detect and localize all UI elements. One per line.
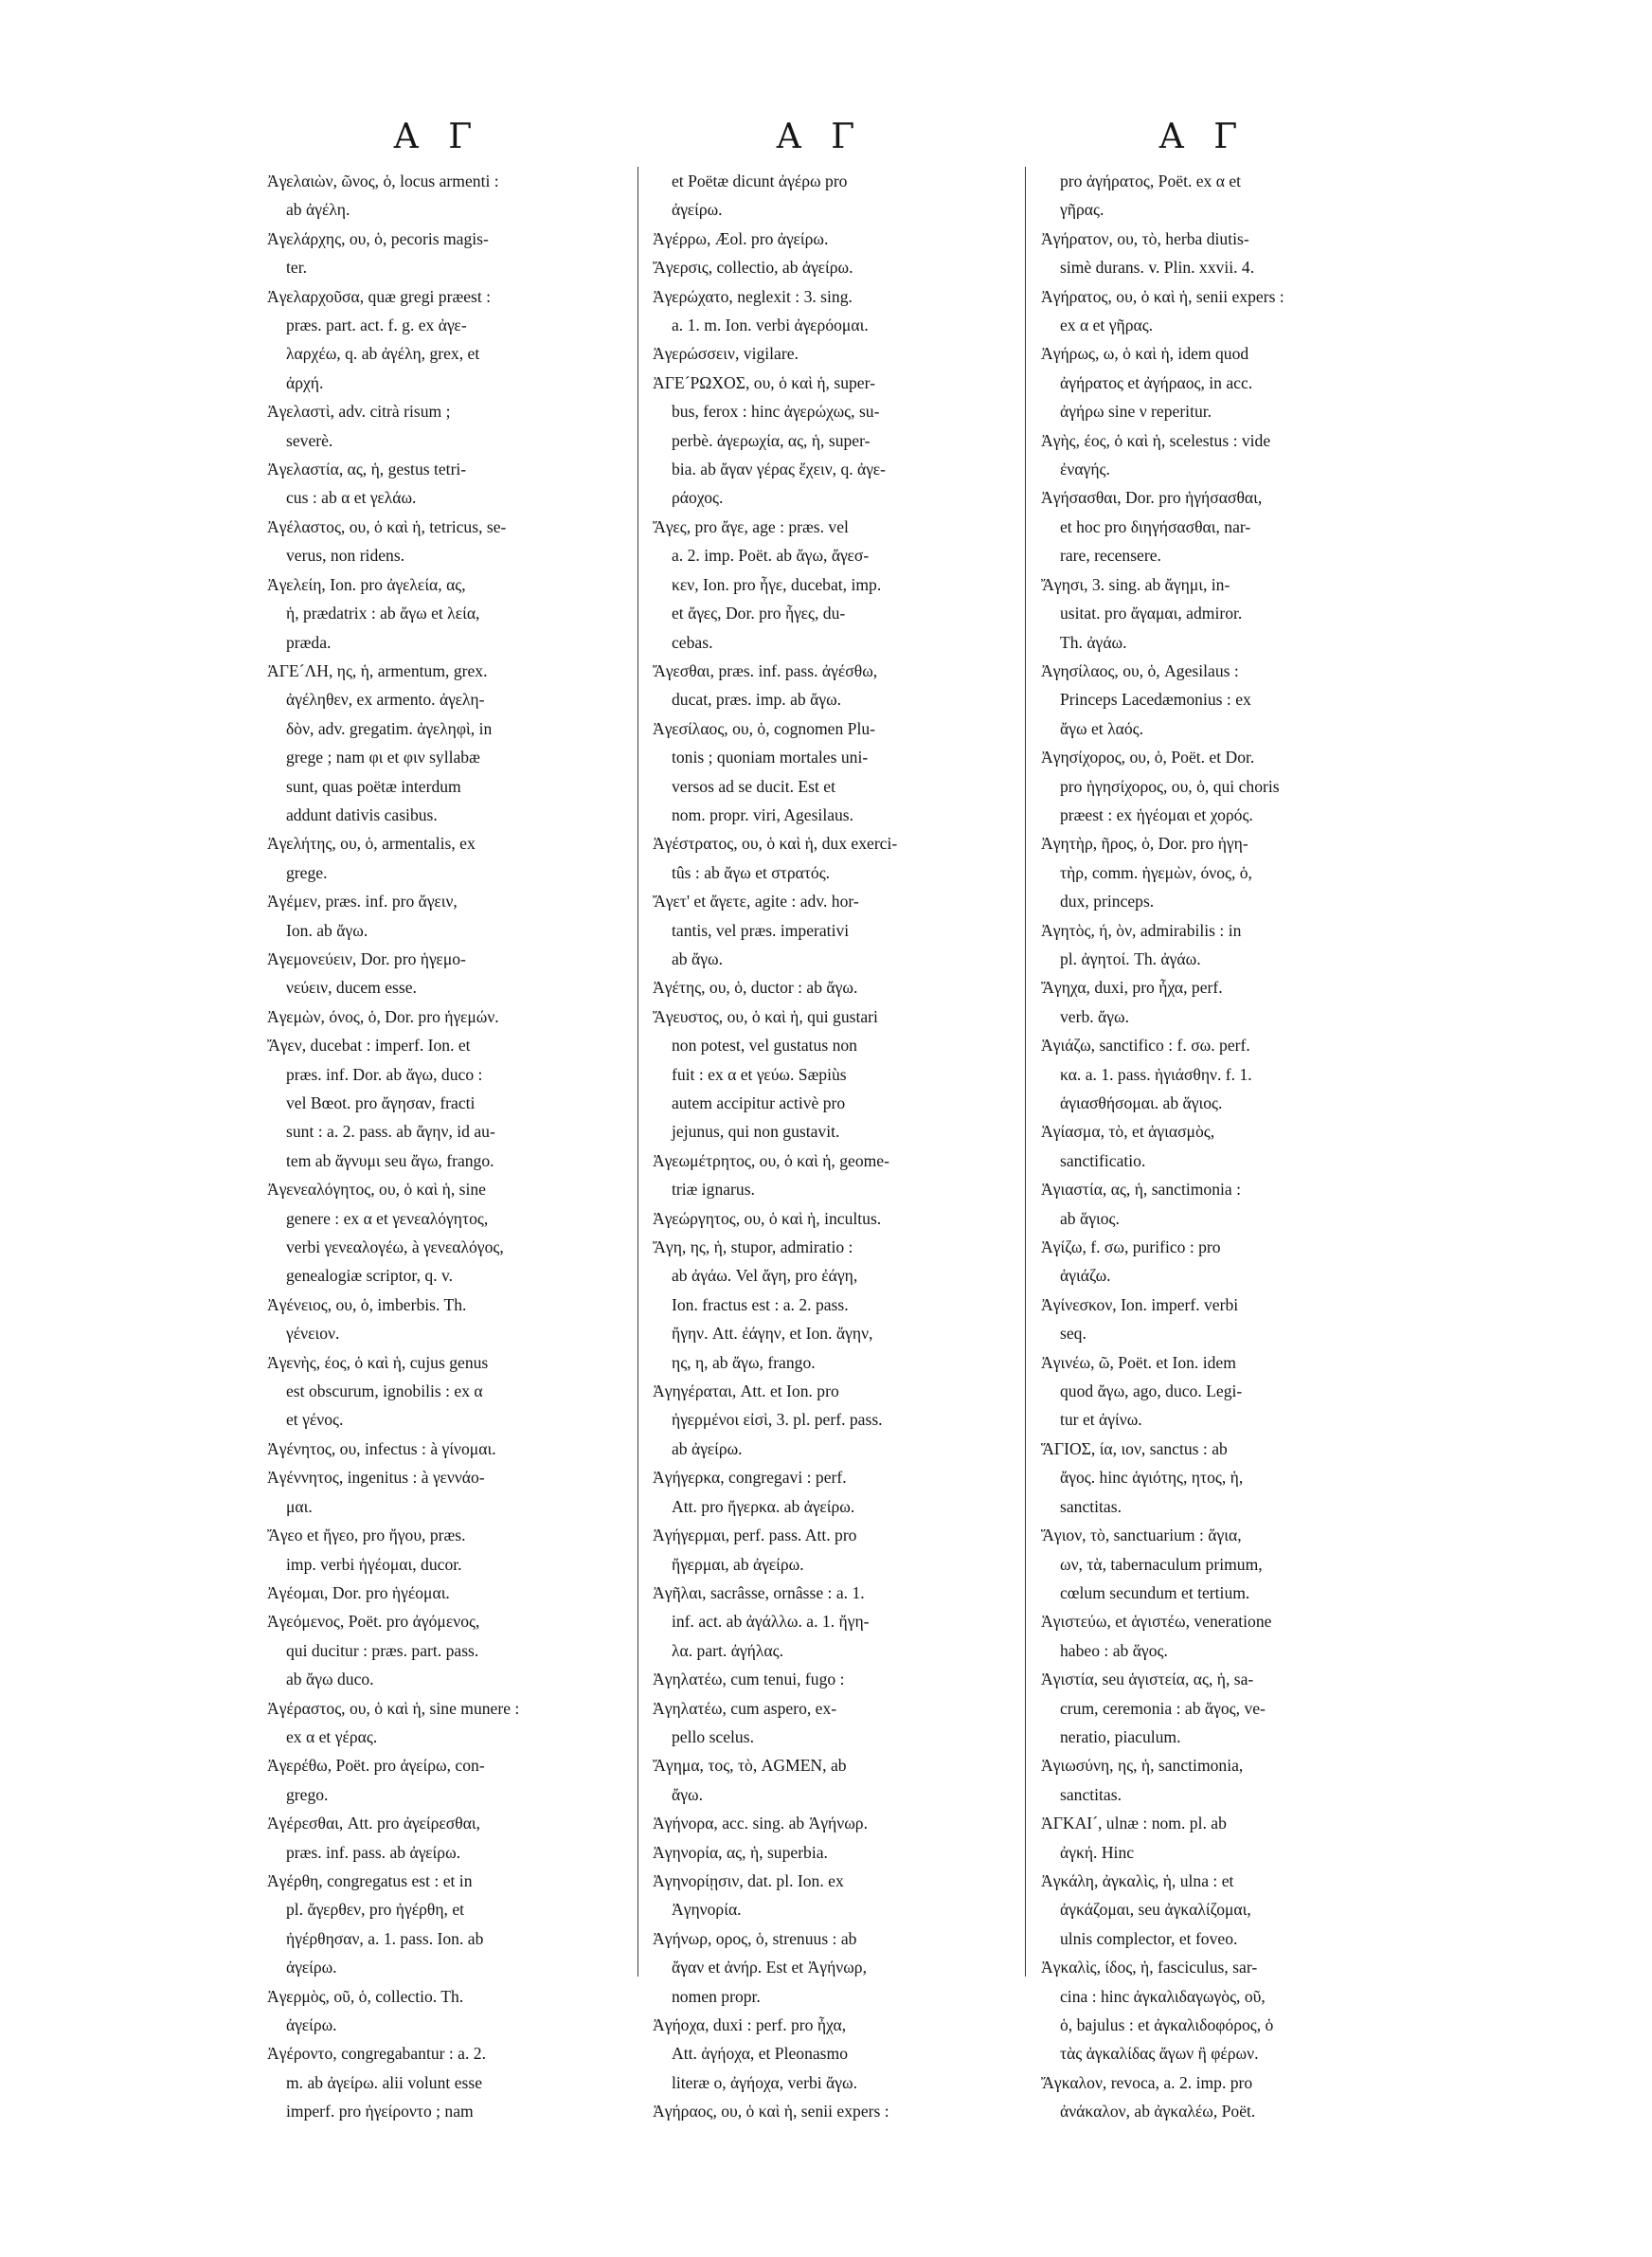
entry-headword-line: Ἀγενεαλόγητος, ου, ὁ καὶ ἡ, sine <box>267 1180 486 1200</box>
entry-continuation-line: et hoc pro διηγήσασθαι, nar- <box>1060 516 1251 536</box>
entry-continuation-line: Th. ἀγάω. <box>1060 632 1127 652</box>
entry-continuation-line: cus : ab α et γελάω. <box>286 488 417 508</box>
entry-continuation-line: severè. <box>286 430 333 450</box>
entry-continuation-line: ἄγος. hinc ἁγιότης, ητος, ἡ, <box>1060 1468 1244 1488</box>
column-1 <box>267 167 620 2126</box>
entry-headword-line: Ἀγέρεσθαι, Att. pro ἀγείρεσθαι, <box>267 1814 481 1833</box>
entry-continuation-line: ἄγαν et ἀνήρ. Est et Ἀγήνωρ, <box>672 1958 867 1977</box>
entry-headword-line: ἈΓΕ´ΡΩΧΟΣ, ου, ὁ καὶ ἡ, super- <box>653 372 875 392</box>
entry-continuation-line: ἐναγής. <box>1060 460 1110 479</box>
entry-headword-line: Ἄγηχα, duxi, pro ἦχα, perf. <box>1041 978 1223 998</box>
entry-headword-line: Ἁγιστία, seu ἁγιστεία, ας, ἡ, sa- <box>1041 1670 1254 1689</box>
entry-continuation-line: præda. <box>286 632 332 652</box>
entry-continuation-line: λα. part. ἀγήλας. <box>672 1640 784 1660</box>
entry-headword-line: Ἀγητὸς, ή, ὸν, admirabilis : in <box>1041 920 1242 940</box>
entry-headword-line: Ἀγέρθη, congregatus est : et in <box>267 1870 473 1890</box>
entry-headword-line: Ἀγέλαστος, ου, ὁ καὶ ἡ, tetricus, se- <box>267 516 507 536</box>
entry-continuation-line: tem ab ἄγνυμι seu ἄγω, frango. <box>286 1150 494 1170</box>
entry-continuation-line: præest : ex ἡγέομαι et χορός. <box>1060 804 1253 824</box>
entry-continuation-line: ab ἄγω duco. <box>286 1670 374 1689</box>
entry-continuation-line: cina : hinc ἀγκαλιδαγωγὸς, οῦ, <box>1060 1986 1266 2006</box>
entry-headword-line: Ἀγήοχα, duxi : perf. pro ἦχα, <box>653 2015 847 2034</box>
entry-continuation-line: Ion. ab ἄγω. <box>286 920 368 940</box>
entry-continuation-line: λαρχέω, q. ab ἀγέλη, grex, et <box>286 344 480 364</box>
entry-continuation-line: ἁγιάζω. <box>1060 1266 1111 1286</box>
entry-continuation-line: ἡ, prædatrix : ab ἄγω et λεία, <box>286 604 480 623</box>
entry-continuation-line: versos ad se ducit. Est et <box>672 776 835 796</box>
entry-continuation-line: genere : ex α et γενεαλόγητος, <box>286 1208 489 1228</box>
entry-headword-line: Ἀγεσίλαος, ου, ὁ, cognomen Plu- <box>653 718 876 738</box>
entry-continuation-line: autem accipitur activè pro <box>672 1093 846 1112</box>
entry-headword-line: Ἀγελαστία, ας, ἡ, gestus tetri- <box>267 460 467 479</box>
entry-headword-line: Ἀγενὴς, έος, ὁ καὶ ἡ, cujus genus <box>267 1352 489 1372</box>
entry-headword-line: Ἀγέροντο, congregabantur : a. 2. <box>267 2044 486 2064</box>
running-headers <box>267 117 1374 156</box>
entry-continuation-line: triæ ignarus. <box>672 1180 755 1200</box>
entry-continuation-line: bus, ferox : hinc ἀγερώχως, su- <box>672 402 880 422</box>
entry-continuation-line: est obscurum, ignobilis : ex α <box>286 1381 483 1401</box>
entry-headword-line: ἈΓΚΑΙ´, ulnæ : nom. pl. ab <box>1041 1814 1227 1833</box>
entry-continuation-line: m. ab ἀγείρω. alii volunt esse <box>286 2072 483 2092</box>
entry-continuation-line: imp. verbi ἡγέομαι, ducor. <box>286 1554 462 1574</box>
entry-continuation-line: ἀγείρω. <box>286 2015 337 2034</box>
entry-headword-line: Ἀγὴς, έος, ὁ καὶ ἡ, scelestus : vide <box>1041 430 1271 450</box>
entry-continuation-line: verb. ἄγω. <box>1060 1006 1130 1026</box>
entry-continuation-line: pello scelus. <box>672 1726 754 1746</box>
entry-continuation-line: ἀγκή. Hinc <box>1060 1842 1135 1862</box>
entry-continuation-line: ex α et γέρας. <box>286 1726 378 1746</box>
entry-continuation-line: grego. <box>286 1784 329 1804</box>
entry-continuation-line: ter. <box>286 258 307 278</box>
entry-continuation-line: sanctitas. <box>1060 1784 1122 1804</box>
entry-continuation-line: ων, τὰ, tabernaculum primum, <box>1060 1554 1263 1574</box>
entry-headword-line: Ἁγίασμα, τὸ, et ἁγιασμὸς, <box>1041 1122 1215 1142</box>
entry-headword-line: Ἀγκάλη, ἀγκαλὶς, ἡ, ulna : et <box>1041 1870 1234 1890</box>
entry-headword-line: Ἀγελείη, Ion. pro ἀγελεία, ας, <box>267 574 466 594</box>
entry-continuation-line: ulnis complector, et foveo. <box>1060 1928 1238 1948</box>
entry-continuation-line: Ἀγηνορία. <box>672 1900 742 1920</box>
entry-continuation-line: bia. ab ἄγαν γέρας ἔχειν, q. ἀγε- <box>672 460 886 479</box>
entry-continuation-line: ἄγω. <box>672 1784 703 1804</box>
entry-headword-line: Ἅγιον, τὸ, sanctuarium : ἅγια, <box>1041 1526 1242 1545</box>
entry-continuation-line: δὸν, adv. gregatim. ἀγεληφὶ, in <box>286 718 493 738</box>
entry-continuation-line: a. 2. imp. Poët. ab ἄγω, ἄγεσ- <box>672 546 870 566</box>
entry-continuation-line: ἀρχή. <box>286 372 324 392</box>
entry-headword-line: Ἁγιαστία, ας, ἡ, sanctimonia : <box>1041 1180 1242 1200</box>
entry-headword-line: Ἀγηνορίῃσιν, dat. pl. Ion. ex <box>653 1870 844 1890</box>
entry-headword-line: Ἄγεν, ducebat : imperf. Ion. et <box>267 1036 471 1056</box>
entry-continuation-line: ἀγήρω sine ν reperitur. <box>1060 402 1212 422</box>
entry-continuation-line: ἠγερμένοι εἰσὶ, 3. pl. perf. pass. <box>672 1410 883 1430</box>
entry-continuation-line: ἀγέληθεν, ex armento. ἀγελη- <box>286 690 485 710</box>
entry-headword-line: Ἄγησι, 3. sing. ab ἄγημι, in- <box>1041 574 1230 594</box>
entry-continuation-line: ἠγέρθησαν, a. 1. pass. Ion. ab <box>286 1928 484 1948</box>
entry-continuation-line: dux, princeps. <box>1060 892 1155 912</box>
entry-continuation-line: præs. part. act. f. g. ex ἀγε- <box>286 316 467 335</box>
entry-continuation-line: sunt : a. 2. pass. ab ἄγην, id au- <box>286 1122 495 1142</box>
entry-continuation-line: tonis ; quoniam mortales uni- <box>672 748 869 767</box>
entry-headword-line: Ἀγέτης, ου, ὁ, ductor : ab ἄγω. <box>653 978 858 998</box>
entry-continuation-line: ράοχος. <box>672 488 724 508</box>
entry-continuation-line: ab ἀγέλη. <box>286 200 350 220</box>
entry-headword-line: Ἀγεμονεύειν, Dor. pro ἡγεμο- <box>267 948 466 968</box>
entry-headword-line: Ἀγήνορα, acc. sing. ab Ἀγήνωρ. <box>653 1814 868 1833</box>
running-header-left: Α Γ <box>393 117 482 156</box>
entry-continuation-line: ἀγείρω. <box>286 1958 337 1977</box>
running-header-right: Α Γ <box>1158 117 1248 156</box>
entry-continuation-line: ἀγείρω. <box>672 200 723 220</box>
entry-headword-line: Ἀγερέθω, Poët. pro ἀγείρω, con- <box>267 1756 485 1776</box>
entry-continuation-line: ab ἅγιος. <box>1060 1208 1120 1228</box>
entry-continuation-line: pl. ἀγητοί. Th. ἀγάω. <box>1060 948 1201 968</box>
running-header-center: Α Γ <box>776 117 865 156</box>
entry-continuation-line: neratio, piaculum. <box>1060 1726 1181 1746</box>
entry-continuation-line: μαι. <box>286 1496 313 1516</box>
entry-continuation-line: præs. inf. pass. ab ἀγείρω. <box>286 1842 461 1862</box>
entry-continuation-line: Ion. fractus est : a. 2. pass. <box>672 1294 849 1314</box>
column-rule <box>1025 167 1026 1977</box>
entry-headword-line: Ἀγήγερμαι, perf. pass. Att. pro <box>653 1526 857 1545</box>
entry-headword-line: Ἀγήνωρ, ορος, ὁ, strenuus : ab <box>653 1928 857 1948</box>
entry-continuation-line: nomen propr. <box>672 1986 761 2006</box>
entry-continuation-line: grege. <box>286 862 328 882</box>
entry-headword-line: Ἄγερσις, collectio, ab ἀγείρω. <box>653 258 853 278</box>
entry-continuation-line: ἀγήρατος et ἀγήραος, in acc. <box>1060 372 1253 392</box>
entry-continuation-line: verus, non ridens. <box>286 546 405 566</box>
entry-continuation-line: rare, recensere. <box>1060 546 1161 566</box>
entry-continuation-line: ab ἀγάω. Vel ἄγη, pro ἐάγη, <box>672 1266 858 1286</box>
entry-continuation-line: Princeps Lacedæmonius : ex <box>1060 690 1251 710</box>
entry-continuation-line: genealogiæ scriptor, q. v. <box>286 1266 454 1286</box>
entry-continuation-line: crum, ceremonia : ab ἅγος, ve- <box>1060 1698 1266 1718</box>
entry-headword-line: Ἀγερμὸς, οῦ, ὁ, collectio. Th. <box>267 1986 464 2006</box>
entry-headword-line: Ἀγένητος, ου, infectus : à γίνομαι. <box>267 1438 496 1458</box>
entry-continuation-line: verbi γενεαλογέω, à γενεαλόγος, <box>286 1237 504 1257</box>
entry-continuation-line: pro ἡγησίχορος, ου, ὁ, qui choris <box>1060 776 1280 796</box>
entry-headword-line: Ἀγέννητος, ingenitus : à γεννάο- <box>267 1468 485 1488</box>
entry-continuation-line: quod ἄγω, ago, duco. Legi- <box>1060 1381 1243 1401</box>
entry-continuation-line: Att. pro ἤγερκα. ab ἀγείρω. <box>672 1496 855 1516</box>
entry-continuation-line: tûs : ab ἄγω et στρατός. <box>672 862 831 882</box>
entry-headword-line: Ἁγηλατέω, cum aspero, ex- <box>653 1698 837 1718</box>
entry-continuation-line: literæ ο, ἀγήοχα, verbi ἄγω. <box>672 2072 858 2092</box>
entry-continuation-line: nom. propr. viri, Agesilaus. <box>672 804 854 824</box>
entry-headword-line: Ἁγιωσύνη, ης, ἡ, sanctimonia, <box>1041 1756 1244 1776</box>
entry-headword-line: Ἀγίνεσκον, Ion. imperf. verbi <box>1041 1294 1239 1314</box>
entry-headword-line: Ἀγελάρχης, ου, ὁ, pecoris magis- <box>267 228 489 248</box>
entry-headword-line: Ἀγητὴρ, ῆρος, ὁ, Dor. pro ἡγη- <box>1041 834 1248 854</box>
entry-continuation-line: cebas. <box>672 632 713 652</box>
entry-headword-line: Ἀγέομαι, Dor. pro ἡγέομαι. <box>267 1582 450 1602</box>
entry-continuation-line: qui ducitur : præs. part. pass. <box>286 1640 479 1660</box>
entry-headword-line: Ἀγέμεν, præs. inf. pro ἄγειν, <box>267 892 458 912</box>
entry-continuation-line: ab ἀγείρω. <box>672 1438 743 1458</box>
column-2 <box>653 167 1005 2126</box>
entry-continuation-line: a. 1. m. Ion. verbi ἀγερόομαι. <box>672 316 869 335</box>
entry-headword-line: Ἀγεόμενος, Poët. pro ἀγόμενος, <box>267 1612 480 1632</box>
entry-continuation-line: Att. ἀγήοχα, et Pleonasmo <box>672 2044 849 2064</box>
column-rule <box>637 167 638 1977</box>
entry-continuation-line: inf. act. ab ἀγάλλω. a. 1. ἤγη- <box>672 1612 870 1632</box>
entry-continuation-line: vel Bœot. pro ἄγησαν, fracti <box>286 1093 476 1112</box>
entry-continuation-line: κα. a. 1. pass. ἡγιάσθην. f. 1. <box>1060 1064 1252 1084</box>
entry-headword-line: Ἀγήραος, ου, ὁ καὶ ἡ, senii expers : <box>653 2102 889 2122</box>
entry-continuation-line: ἁγιασθήσομαι. ab ἅγιος. <box>1060 1093 1223 1112</box>
entry-continuation-line: ab ἄγω. <box>672 948 723 968</box>
entry-headword-line: Ἀγησίλαος, ου, ὁ, Agesilaus : <box>1041 660 1239 680</box>
entry-headword-line: Ἄγετ' et ἄγετε, agite : adv. hor- <box>653 892 859 912</box>
entry-headword-line: Ἀγεωμέτρητος, ου, ὁ καὶ ἡ, geome- <box>653 1150 889 1170</box>
entry-continuation-line: seq. <box>1060 1324 1086 1344</box>
entry-continuation-line: pro ἀγήρατος, Poët. ex α et <box>1060 172 1242 190</box>
entry-continuation-line: et γένος. <box>286 1410 344 1430</box>
entry-continuation-line: et ἄγες, Dor. pro ἦγες, du- <box>672 604 846 623</box>
entry-headword-line: ἍΓΙΟΣ, ία, ιον, sanctus : ab <box>1041 1438 1228 1458</box>
entry-headword-line: Ἀγέρρω, Æol. pro ἀγείρω. <box>653 228 829 248</box>
entry-continuation-line: γένειον. <box>286 1324 340 1344</box>
entry-continuation-line: ὁ, bajulus : et ἀγκαλιδοφόρος, ὁ <box>1060 2015 1274 2034</box>
entry-continuation-line: ducat, præs. imp. ab ἄγω. <box>672 690 842 710</box>
entry-headword-line: Ἀγερώσσειν, vigilare. <box>653 344 799 364</box>
entry-headword-line: Ἄγη, ης, ἡ, stupor, admiratio : <box>653 1237 853 1257</box>
entry-headword-line: Ἁγιστεύω, et ἁγιστέω, veneratione <box>1041 1612 1272 1632</box>
entry-headword-line: Ἀγηγέραται, Att. et Ion. pro <box>653 1381 839 1401</box>
entry-continuation-line: τὰς ἀγκαλίδας ἄγων ἢ φέρων. <box>1060 2044 1259 2064</box>
entry-headword-line: Ἀγήρατον, ου, τὸ, herba diutis- <box>1041 228 1249 248</box>
entry-continuation-line: usitat. pro ἄγαμαι, admiror. <box>1060 604 1243 623</box>
entry-continuation-line: sanctitas. <box>1060 1496 1122 1516</box>
entry-headword-line: Ἄγημα, τος, τὸ, AGMEN, ab <box>653 1756 847 1776</box>
entry-headword-line: Ἀγῆλαι, sacrâsse, ornâsse : a. 1. <box>653 1582 865 1602</box>
entry-continuation-line: imperf. pro ἠγείροντο ; nam <box>286 2102 474 2122</box>
entry-headword-line: Ἀγεώργητος, ου, ὁ καὶ ἡ, incultus. <box>653 1208 882 1228</box>
entry-continuation-line: fuit : ex α et γεύω. Sæpiùs <box>672 1064 847 1084</box>
entry-continuation-line: jejunus, qui non gustavit. <box>672 1122 840 1142</box>
entry-continuation-line: grege ; nam φι et φιν syllabæ <box>286 748 480 767</box>
entry-continuation-line: perbè. ἀγερωχία, ας, ἡ, super- <box>672 430 871 450</box>
entry-continuation-line: ἀνάκαλον, ab ἀγκαλέω, Poët. <box>1060 2102 1256 2122</box>
entry-headword-line: Ἀγελαιὼν, ῶνος, ὁ, locus armenti : <box>267 172 499 190</box>
entry-continuation-line: ἄγω et λαός. <box>1060 718 1143 738</box>
column-3 <box>1041 167 1393 2126</box>
entry-headword-line: Ἀγήρως, ω, ὁ καὶ ἡ, idem quod <box>1041 344 1249 364</box>
entry-continuation-line: habeo : ab ἅγος. <box>1060 1640 1168 1660</box>
entry-continuation-line: præs. inf. Dor. ab ἄγω, duco : <box>286 1064 483 1084</box>
entry-headword-line: Ἀγένειος, ου, ὁ, imberbis. Th. <box>267 1294 467 1314</box>
entry-continuation-line: sanctificatio. <box>1060 1150 1146 1170</box>
entry-continuation-line: ex α et γῆρας. <box>1060 316 1154 335</box>
entry-continuation-line: ἀγκάζομαι, seu ἀγκαλίζομαι, <box>1060 1900 1251 1920</box>
entry-headword-line: ἈΓΕ´ΛΗ, ης, ἡ, armentum, grex. <box>267 660 488 680</box>
entry-continuation-line: ης, η, ab ἄγω, frango. <box>672 1352 816 1372</box>
entry-headword-line: Ἀγελαστὶ, adv. citrà risum ; <box>267 402 451 422</box>
entry-headword-line: Ἀγηνορία, ας, ἡ, superbia. <box>653 1842 828 1862</box>
entry-headword-line: Ἀγελήτης, ου, ὁ, armentalis, ex <box>267 834 476 854</box>
entry-headword-line: Ἄγεο et ἤγεο, pro ἤγου, præs. <box>267 1526 466 1545</box>
entry-continuation-line: tantis, vel præs. imperativi <box>672 920 850 940</box>
entry-continuation-line: sunt, quas poëtæ interdum <box>286 776 461 796</box>
entry-headword-line: Ἀγεμὼν, όνος, ὁ, Dor. pro ἡγεμών. <box>267 1006 499 1026</box>
entry-continuation-line: et Poëtæ dicunt ἀγέρω pro <box>672 172 848 190</box>
entry-headword-line: Ἀγέραστος, ου, ὁ καὶ ἡ, sine munere : <box>267 1698 520 1718</box>
entry-continuation-line: non potest, vel gustatus non <box>672 1036 857 1056</box>
entry-headword-line: Ἀγησίχορος, ου, ὁ, Poët. et Dor. <box>1041 748 1255 767</box>
entry-continuation-line: simè durans. v. Plin. xxvii. 4. <box>1060 258 1255 278</box>
entry-continuation-line: tur et ἀγίνω. <box>1060 1410 1142 1430</box>
entry-continuation-line: ἤγερμαι, ab ἀγείρω. <box>672 1554 804 1574</box>
entry-headword-line: Ἄγευστος, ου, ὁ καὶ ἡ, qui gustari <box>653 1006 878 1026</box>
entry-headword-line: Ἀγελαρχοῦσα, quæ gregi præest : <box>267 286 492 306</box>
entry-continuation-line: γῆρας. <box>1060 200 1104 220</box>
entry-headword-line: Ἁγιάζω, sanctifico : f. σω. perf. <box>1041 1036 1250 1056</box>
entry-headword-line: Ἄγκαλον, revoca, a. 2. imp. pro <box>1041 2072 1253 2092</box>
entry-headword-line: Ἀγκαλὶς, ίδος, ἡ, fasciculus, sar- <box>1041 1958 1258 1977</box>
entry-continuation-line: cœlum secundum et tertium. <box>1060 1582 1250 1602</box>
entry-headword-line: Ἀγήγερκα, congregavi : perf. <box>653 1468 847 1488</box>
entry-headword-line: Ἀγερώχατο, neglexit : 3. sing. <box>653 286 853 306</box>
entry-continuation-line: ἤγην. Att. ἐάγην, et Ion. ἄγην, <box>672 1324 873 1344</box>
entry-continuation-line: addunt dativis casibus. <box>286 804 438 824</box>
entry-continuation-line: νεύειν, ducem esse. <box>286 978 417 998</box>
entry-headword-line: Ἀγηλατέω, cum tenui, fugo : <box>653 1670 845 1689</box>
entry-headword-line: Ἀγέστρατος, ου, ὁ καὶ ἡ, dux exerci- <box>653 834 898 854</box>
entry-headword-line: Ἁγίζω, f. σω, purifico : pro <box>1041 1237 1221 1257</box>
entry-headword-line: Ἀγήρατος, ου, ὁ καὶ ἡ, senii expers : <box>1041 286 1284 306</box>
entry-headword-line: Ἀγινέω, ῶ, Poët. et Ion. idem <box>1041 1352 1236 1372</box>
entry-continuation-line: τὴρ, comm. ἡγεμὼν, όνος, ὁ, <box>1060 862 1252 882</box>
entry-headword-line: Ἄγεσθαι, præs. inf. pass. ἀγέσθω, <box>653 660 878 680</box>
entry-continuation-line: κεν, Ion. pro ἦγε, ducebat, imp. <box>672 574 882 594</box>
entry-headword-line: Ἄγες, pro ἄγε, age : præs. vel <box>653 516 849 536</box>
entry-headword-line: Ἀγήσασθαι, Dor. pro ἡγήσασθαι, <box>1041 488 1263 508</box>
entry-continuation-line: pl. ἄγερθεν, pro ἠγέρθη, et <box>286 1900 465 1920</box>
